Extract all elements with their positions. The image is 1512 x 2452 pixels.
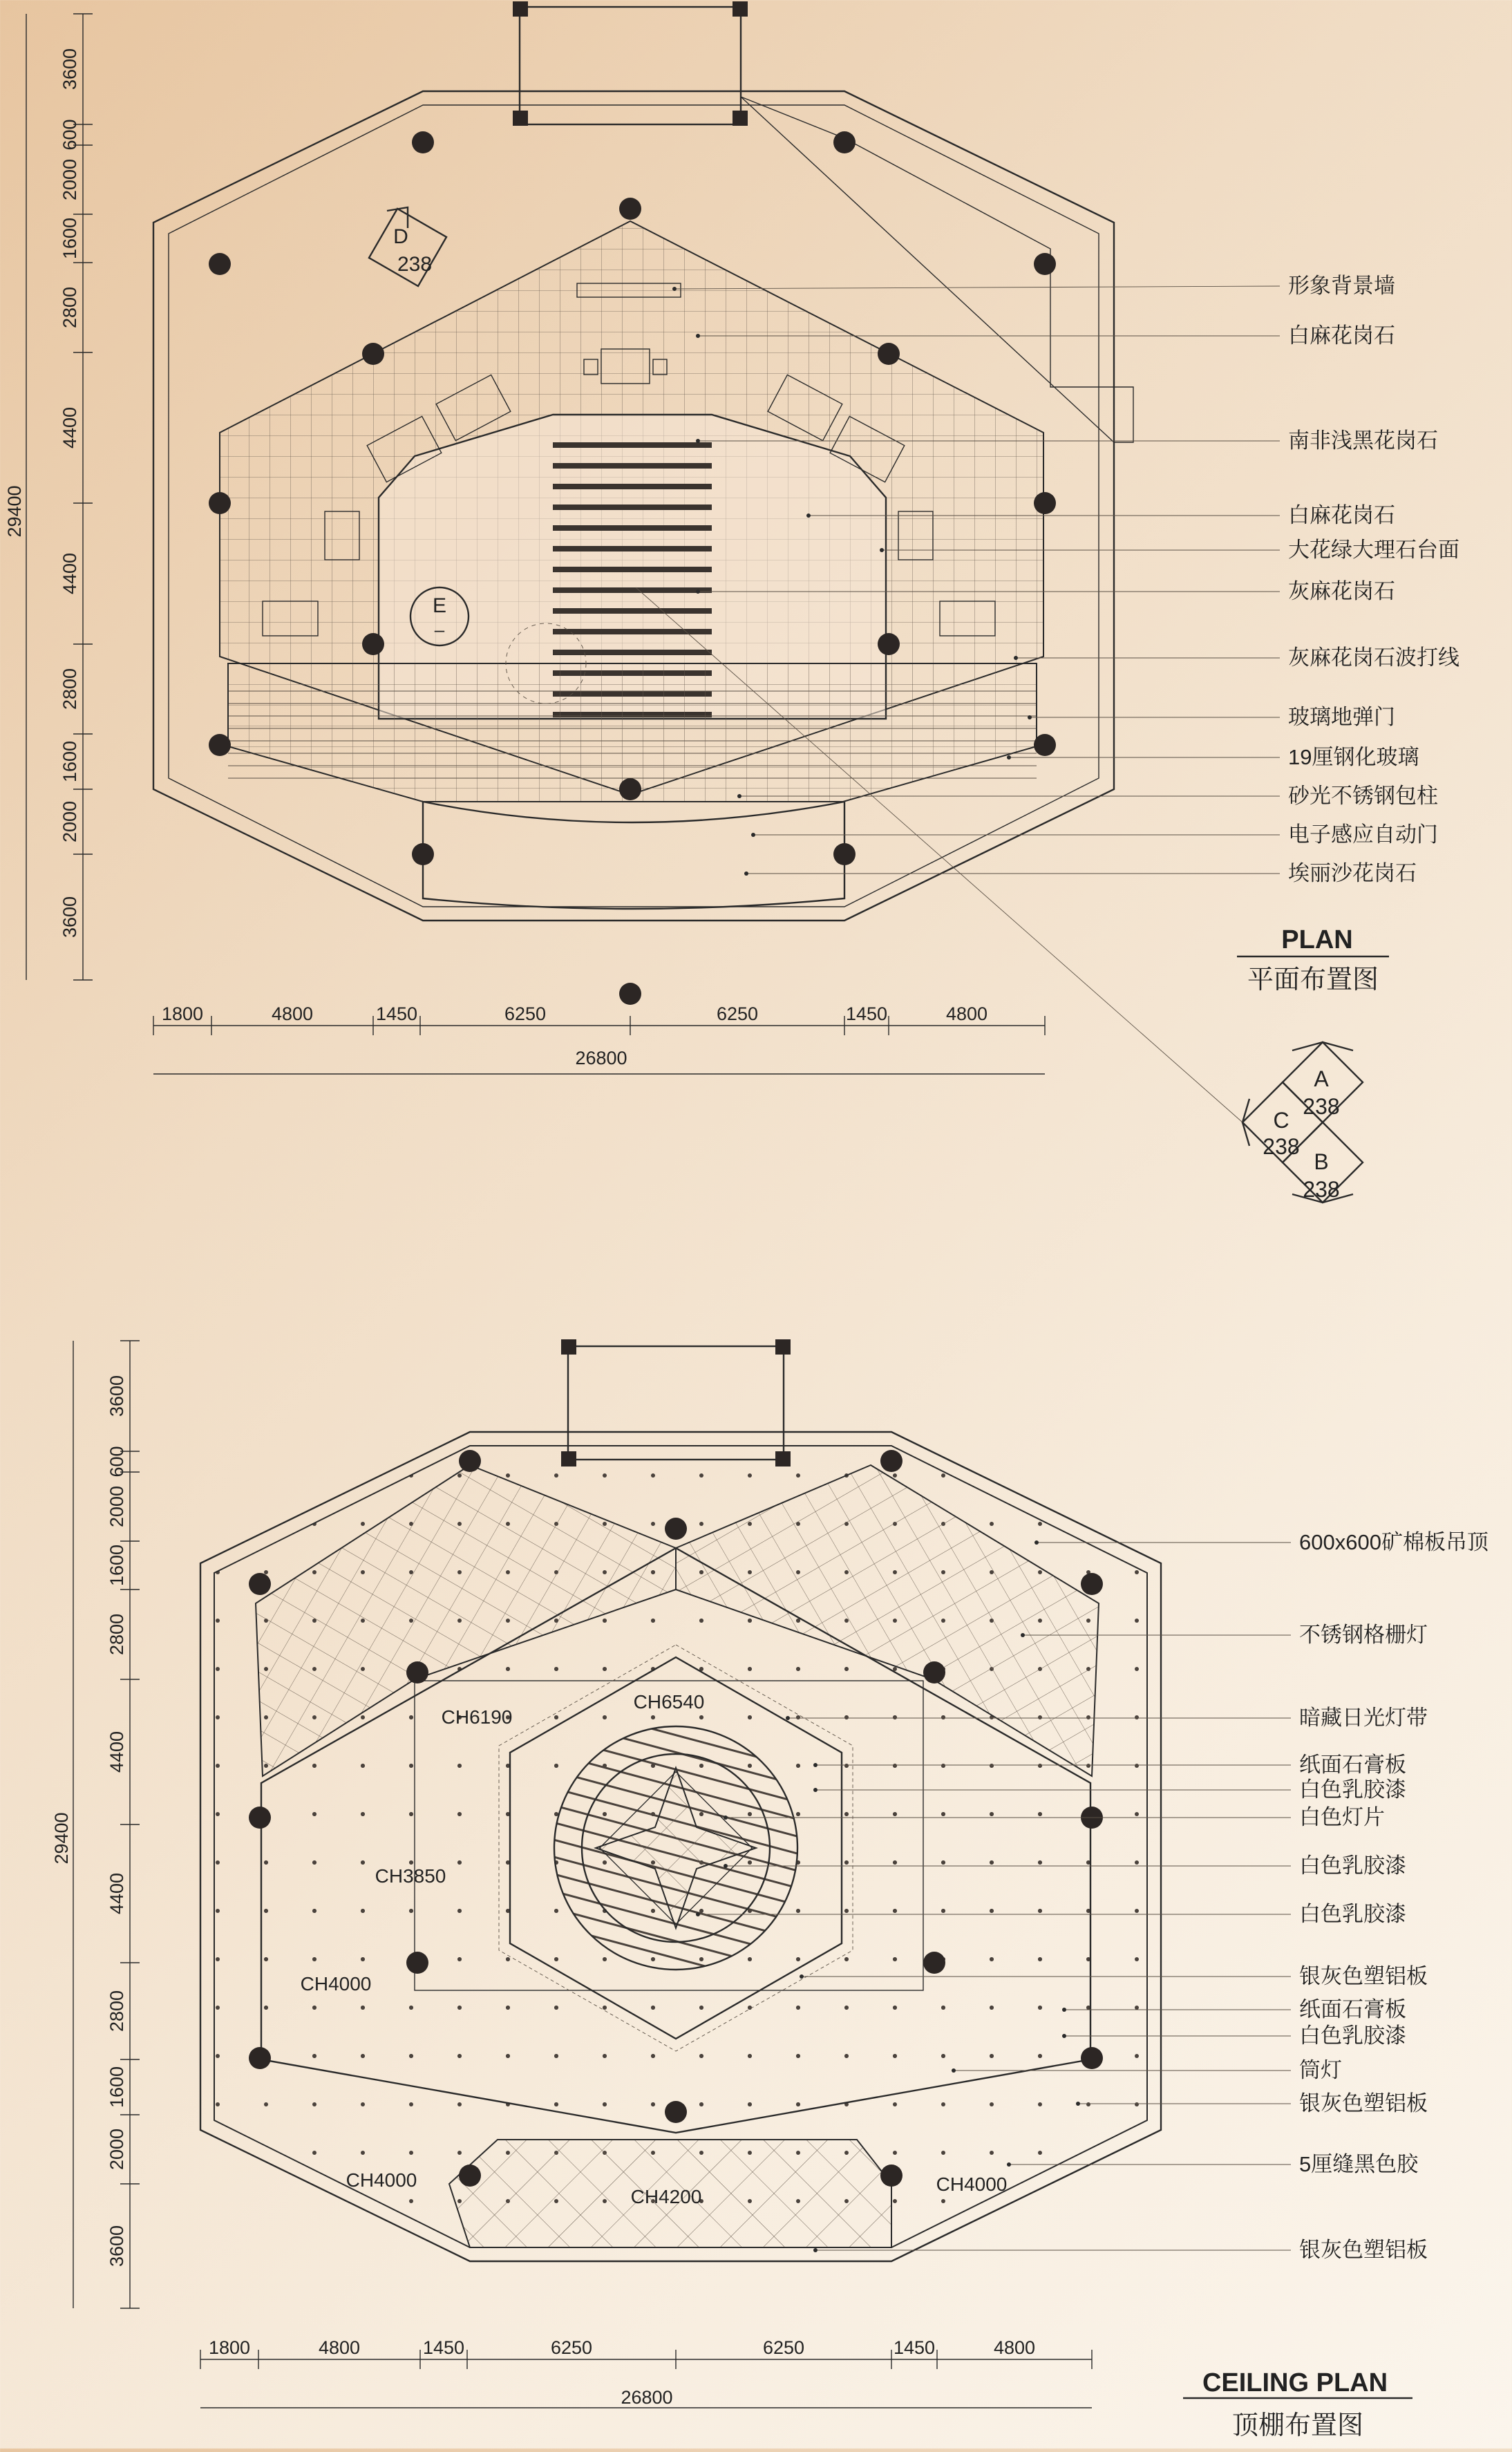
stripe: [553, 650, 712, 655]
horizontal-dimension: 1450: [422, 2337, 465, 2358]
material-label: 玻璃地弹门: [1288, 705, 1395, 729]
stripe: [553, 546, 712, 551]
stripe: [553, 567, 712, 572]
vertical-dimension: 4400: [59, 406, 80, 449]
vertical-dimension: 2000: [106, 2128, 127, 2171]
material-label: 埃丽沙花岗石: [1288, 861, 1417, 885]
plan-round-column: [362, 633, 384, 655]
horizontal-dimension: 4800: [318, 2337, 361, 2358]
material-label: 南非浅黑花岗石: [1288, 428, 1438, 453]
plan-round-column: [833, 131, 856, 153]
section-e-letter: E: [432, 594, 447, 617]
material-label: 白色乳胶漆: [1299, 1854, 1406, 1878]
material-label: 纸面石膏板: [1299, 1753, 1406, 1777]
ceiling-title-cn: 顶棚布置图: [1231, 2411, 1364, 2440]
material-label: 电子感应自动门: [1288, 822, 1438, 847]
material-label: 不锈钢格栅灯: [1299, 1623, 1428, 1647]
ch-label-4000-bottom-right: CH4000: [936, 2173, 1008, 2195]
ch-label-4000-left: CH4000: [300, 1973, 372, 1994]
material-label: 银灰色塑铝板: [1299, 2091, 1428, 2115]
ceiling-round-column: [249, 1807, 271, 1829]
marker-a: A: [1314, 1066, 1329, 1091]
plan-round-column: [209, 253, 231, 275]
plan-column: [513, 111, 528, 126]
plan-round-column: [1034, 734, 1056, 756]
vertical-dimension: 2000: [106, 1485, 127, 1528]
material-label: 银灰色塑铝板: [1299, 1964, 1428, 1988]
vertical-dimension: 2000: [59, 800, 80, 843]
ceiling-round-column: [880, 1450, 903, 1472]
material-label: 5厘缝黑色胶: [1299, 2152, 1419, 2176]
plan-round-column: [878, 633, 900, 655]
ceiling-round-column: [249, 1573, 271, 1595]
vertical-dimension: 4400: [106, 1730, 127, 1773]
plan-column: [733, 111, 748, 126]
plan-entrance-tower: [520, 7, 741, 124]
ceiling-plan: [51, 1339, 1489, 2440]
ch-label-6190: CH6190: [441, 1706, 513, 1728]
vertical-dimension: 2000: [59, 158, 80, 201]
vertical-dimension: 1600: [59, 217, 80, 260]
vertical-dimension: 2800: [59, 286, 80, 329]
ceiling-round-column: [459, 2165, 481, 2187]
ceiling-round-column: [459, 1450, 481, 1472]
plan-column: [733, 1, 748, 17]
stripe: [553, 608, 712, 614]
plan-round-column: [878, 343, 900, 365]
ch-label-6540: CH6540: [633, 1691, 705, 1713]
plan-round-column: [209, 734, 231, 756]
plan-column: [513, 1, 528, 17]
horizontal-dimension: 1800: [208, 2337, 251, 2358]
material-label: 灰麻花岗石波打线: [1288, 645, 1459, 670]
horizontal-dimension: 4800: [271, 1003, 314, 1024]
material-label: 19厘钢化玻璃: [1288, 745, 1419, 769]
vertical-dimension: 1600: [106, 2066, 127, 2109]
material-label: 大花绿大理石台面: [1288, 538, 1459, 562]
stripe: [553, 504, 712, 510]
vertical-dimension: 600: [59, 119, 80, 151]
ceiling-round-column: [923, 1661, 945, 1684]
stripe: [553, 484, 712, 489]
horizontal-dimension: 4800: [945, 1003, 988, 1024]
section-marker-abc: [1242, 1042, 1363, 1203]
section-marker-d: [359, 198, 457, 296]
material-label: 白色乳胶漆: [1299, 1777, 1406, 1802]
vertical-dimension: 1600: [106, 1544, 127, 1587]
plan-round-column: [833, 843, 856, 865]
horizontal-dimension: 6250: [762, 2337, 805, 2358]
stripe: [553, 463, 712, 469]
vertical-dimension: 3600: [106, 1375, 127, 1417]
vertical-dimension: 2800: [106, 1613, 127, 1656]
vertical-dimension: 3600: [106, 2225, 127, 2267]
horizontal-dimension: 6250: [716, 1003, 759, 1024]
plan-entrance-curve: [423, 802, 844, 909]
material-label: 暗藏日光灯带: [1299, 1706, 1428, 1730]
plan-round-column: [1034, 253, 1056, 275]
ceiling-horizontal-dims: [200, 2337, 1092, 2408]
horizontal-dimension: 1450: [845, 1003, 888, 1024]
material-label: 白色乳胶漆: [1299, 2024, 1406, 2048]
floor-plan: [4, 1, 1459, 1203]
marker-c: C: [1273, 1108, 1289, 1133]
ceiling-vertical-dims: [51, 1341, 140, 2308]
marker-c-num: 238: [1263, 1134, 1300, 1159]
plan-axis-column: [619, 983, 641, 1005]
material-label: 白色乳胶漆: [1299, 1902, 1406, 1926]
plan-round-column: [209, 492, 231, 514]
material-label: 白麻花岗石: [1288, 323, 1395, 348]
section-e-number: –: [434, 619, 445, 640]
plan-vertical-dims: [4, 14, 93, 980]
material-label: 银灰色塑铝板: [1299, 2238, 1428, 2262]
plan-round-column: [362, 343, 384, 365]
ceiling-labels: [1299, 1530, 1489, 2262]
ceiling-total-vertical: 29400: [51, 1812, 72, 1865]
horizontal-dimension: 1450: [375, 1003, 418, 1024]
ceiling-total-horizontal: 26800: [621, 2387, 673, 2408]
horizontal-dimension: 6250: [504, 1003, 547, 1024]
material-label: 砂光不锈钢包柱: [1288, 784, 1438, 808]
ceiling-round-column: [249, 2047, 271, 2069]
marker-b: B: [1314, 1149, 1329, 1174]
plan-round-column: [412, 131, 434, 153]
section-d-number: 238: [397, 253, 433, 276]
vertical-dimension: 1600: [59, 740, 80, 783]
ceiling-round-column: [665, 2101, 687, 2123]
material-label: 形象背景墙: [1288, 274, 1395, 298]
ceiling-round-column: [406, 1661, 428, 1684]
plan-labels: [1288, 274, 1459, 885]
section-d-letter: D: [393, 225, 408, 248]
material-label: 筒灯: [1299, 2058, 1342, 2082]
plan-title-en: PLAN: [1281, 925, 1353, 954]
material-label: 白麻花岗石: [1288, 503, 1395, 527]
material-label: 纸面石膏板: [1299, 1997, 1406, 2021]
plan-round-column: [1034, 492, 1056, 514]
stripe: [553, 442, 712, 448]
vertical-dimension: 3600: [59, 48, 80, 91]
ceiling-entrance-tower: [568, 1346, 784, 1460]
plan-title-cn: 平面布置图: [1247, 965, 1379, 994]
vertical-dimension: 4400: [59, 552, 80, 595]
vertical-dimension: 2800: [106, 1990, 127, 2033]
plan-round-column: [619, 778, 641, 800]
material-label: 白色灯片: [1299, 1805, 1385, 1829]
marker-a-num: 238: [1303, 1094, 1340, 1119]
plan-round-column: [619, 198, 641, 220]
horizontal-dimension: 1800: [161, 1003, 204, 1024]
ceiling-title-en: CEILING PLAN: [1202, 2368, 1388, 2397]
vertical-dimension: 3600: [59, 896, 80, 939]
ch-label-4200: CH4200: [630, 2186, 702, 2207]
stripe: [553, 587, 712, 593]
plan-total-vertical: 29400: [4, 485, 25, 538]
ceiling-round-column: [665, 1518, 687, 1540]
plan-horizontal-dims: [153, 1003, 1045, 1074]
horizontal-dimension: 6250: [550, 2337, 593, 2358]
marker-b-num: 238: [1303, 1177, 1340, 1202]
ceiling-round-column: [406, 1952, 428, 1974]
material-label: 600x600矿棉板吊顶: [1299, 1530, 1489, 1554]
horizontal-dimension: 4800: [993, 2337, 1036, 2358]
material-label: 灰麻花岗石: [1288, 579, 1395, 603]
vertical-dimension: 4400: [106, 1872, 127, 1915]
vertical-dimension: 2800: [59, 668, 80, 710]
ceiling-round-column: [1081, 2047, 1103, 2069]
horizontal-dimension: 1450: [893, 2337, 936, 2358]
ceiling-round-column: [923, 1952, 945, 1974]
stripe: [553, 525, 712, 531]
ch-label-3850: CH3850: [375, 1865, 446, 1887]
ch-label-4000-bottom-left: CH4000: [346, 2169, 417, 2191]
ceiling-column: [775, 1339, 791, 1355]
plan-total-horizontal: 26800: [575, 1048, 627, 1068]
ceiling-round-column: [1081, 1573, 1103, 1595]
ceiling-column: [561, 1339, 576, 1355]
vertical-dimension: 600: [106, 1446, 127, 1478]
ceiling-round-column: [880, 2165, 903, 2187]
plan-round-column: [412, 843, 434, 865]
